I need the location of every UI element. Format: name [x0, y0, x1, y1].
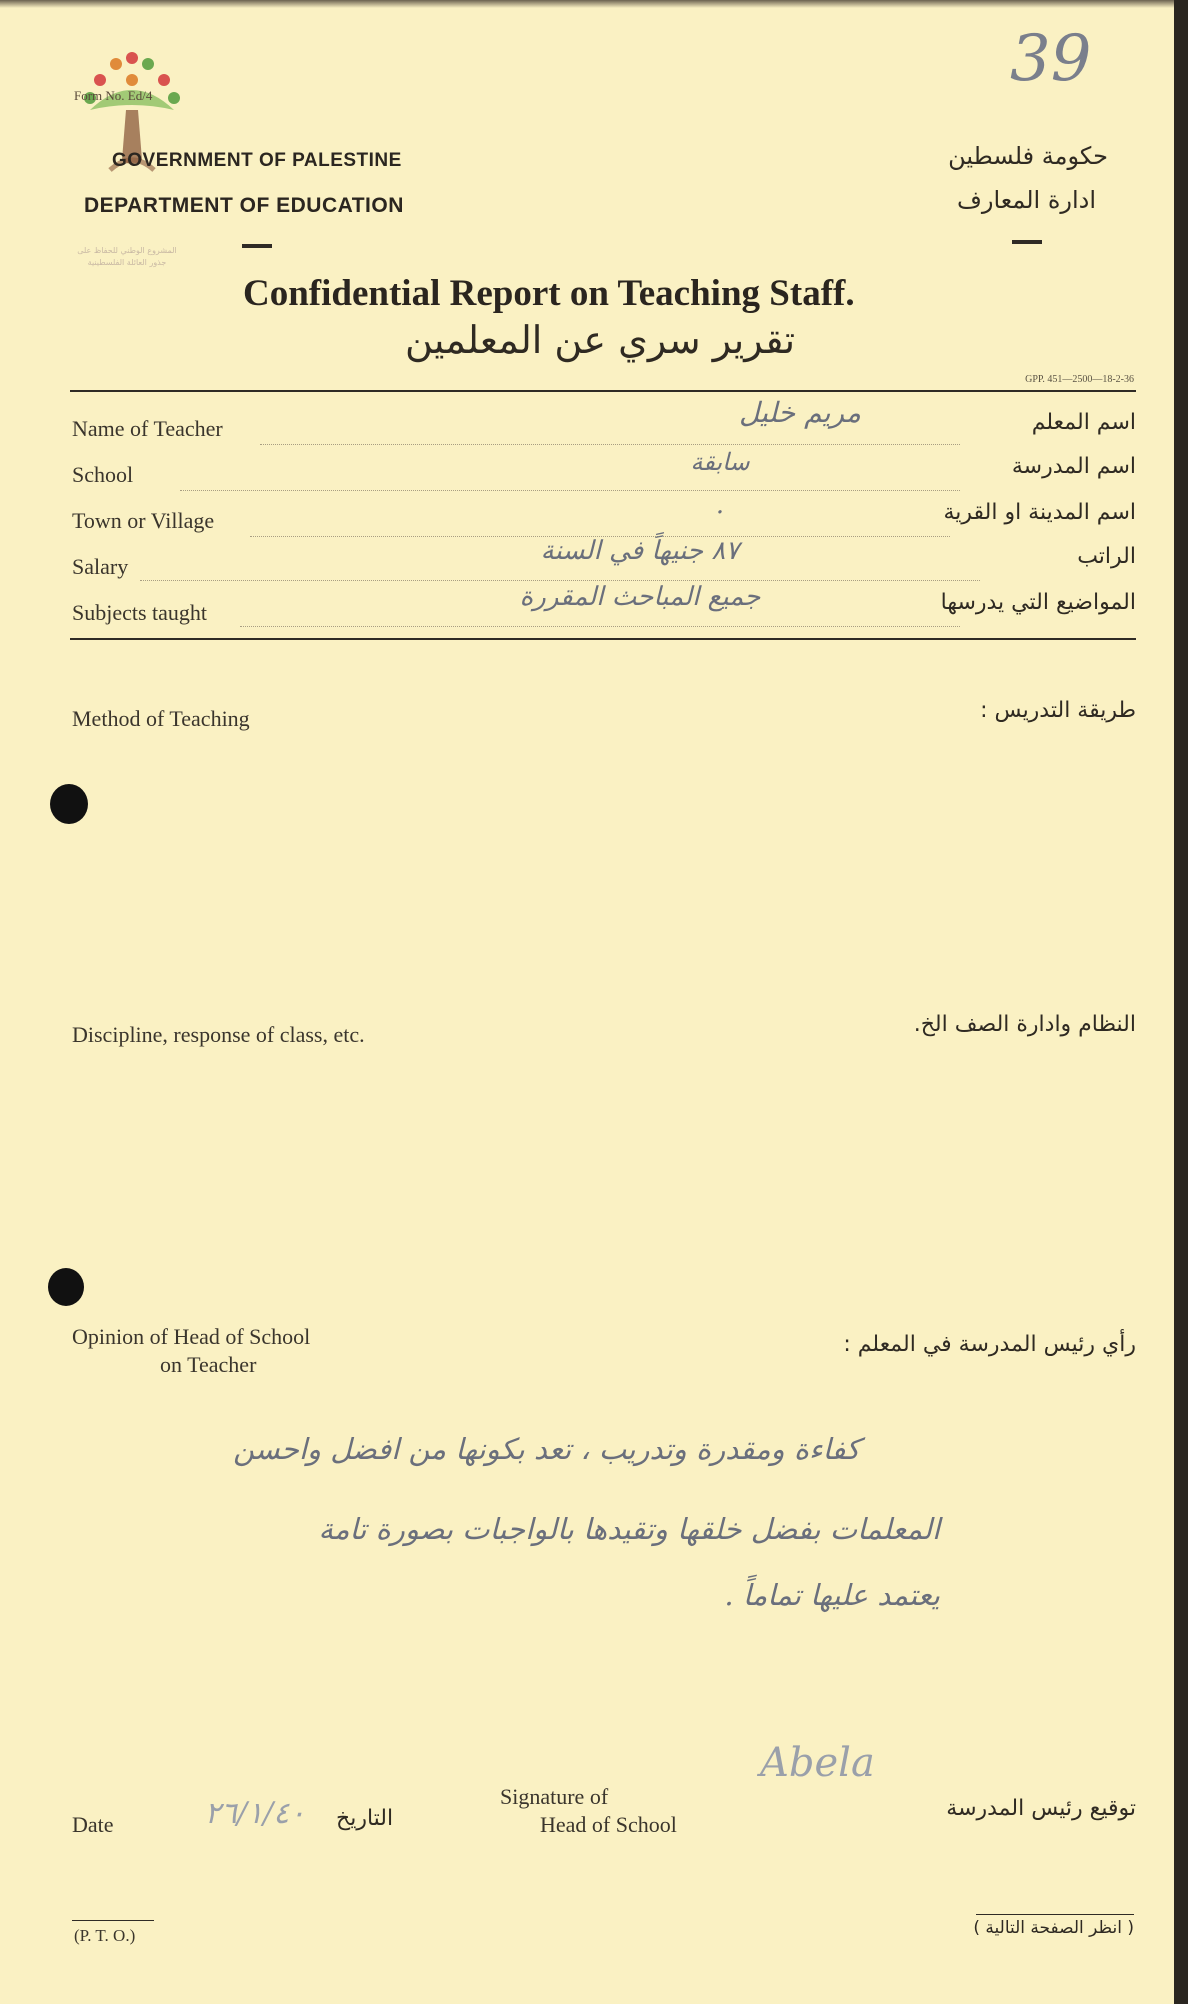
- department-heading-arabic: ادارة المعارف: [956, 186, 1096, 214]
- watermark-text-2: جذور العائلة الفلسطينية: [87, 258, 167, 267]
- field-label-arabic: الراتب: [1077, 544, 1136, 569]
- field-label: Name of Teacher: [72, 416, 223, 441]
- opinion-text-line: المعلمات بفضل خلقها وتقيدها بالواجبات بصورة تامة: [318, 1512, 940, 1546]
- field-label-arabic: اسم المدرسة: [1011, 454, 1136, 479]
- date-value: ٢٦/١/٤٠: [204, 1796, 306, 1831]
- method-label: Method of Teaching: [72, 706, 250, 731]
- signature-label: Signature of: [500, 1784, 609, 1809]
- punch-hole: [50, 784, 88, 824]
- field-value: ·: [715, 498, 725, 528]
- signature-label-arabic: توقيع رئيس المدرسة: [946, 1796, 1136, 1821]
- signature-label-2: Head of School: [540, 1812, 677, 1837]
- scan-edge-top: [0, 0, 1188, 8]
- header-dash-right: [1012, 240, 1042, 244]
- opinion-text-line: يعتمد عليها تماماً .: [724, 1578, 940, 1612]
- field-dotline: [180, 490, 960, 491]
- pto-label-arabic: ( انظر الصفحة التالية ): [973, 1918, 1134, 1938]
- report-title-arabic: تقرير سري عن المعلمين: [404, 318, 796, 362]
- rule-top: [70, 390, 1136, 392]
- pto-label: (P. T. O.): [74, 1926, 136, 1945]
- field-value: ٨٧ جنيهاً في السنة: [540, 536, 740, 566]
- discipline-label-arabic: النظام وادارة الصف الخ.: [913, 1012, 1136, 1037]
- field-dotline: [240, 626, 960, 627]
- watermark-text-1: المشروع الوطني للحفاظ على: [77, 246, 177, 255]
- field-value: مريم خليل: [738, 396, 861, 429]
- page-number: 39: [1010, 22, 1092, 96]
- field-label: Subjects taught: [72, 600, 208, 625]
- discipline-label: Discipline, response of class, etc.: [72, 1022, 365, 1047]
- rule-fields-bottom: [70, 638, 1136, 640]
- field-dotline: [260, 444, 960, 445]
- date-label: Date: [72, 1812, 114, 1837]
- footer-rule-left: [72, 1920, 154, 1921]
- field-label-arabic: اسم المدينة او القرية: [943, 500, 1136, 525]
- punch-hole: [48, 1268, 84, 1306]
- department-heading: DEPARTMENT OF EDUCATION: [84, 194, 404, 217]
- printer-code: GPP. 451—2500—18-2-36: [1025, 374, 1134, 385]
- footer-rule-right: [976, 1914, 1134, 1915]
- field-label-arabic: اسم المعلم: [1031, 410, 1136, 435]
- opinion-label-arabic: رأي رئيس المدرسة في المعلم :: [843, 1332, 1136, 1357]
- field-value: سابقة: [690, 448, 750, 476]
- field-dotline: [140, 580, 980, 581]
- opinion-text-line: كفاءة ومقدرة وتدريب ، تعد بكونها من افضل واحسن: [233, 1432, 860, 1466]
- form-number: Form No. Ed/4: [74, 88, 153, 103]
- header-dash-left: [242, 244, 272, 248]
- government-heading-arabic: حكومة فلسطين: [948, 142, 1108, 170]
- report-title: Confidential Report on Teaching Staff.: [243, 273, 855, 314]
- field-label: Salary: [72, 554, 129, 579]
- opinion-label: Opinion of Head of School: [72, 1324, 311, 1349]
- field-label: Town or Village: [72, 508, 215, 533]
- opinion-label-2: on Teacher: [160, 1352, 257, 1377]
- signature-value: Abela: [760, 1740, 875, 1786]
- field-value: جميع المباحث المقررة: [519, 582, 761, 612]
- scan-edge-right: [1174, 0, 1188, 2004]
- method-label-arabic: طريقة التدريس :: [980, 698, 1136, 723]
- field-label-arabic: المواضيع التي يدرسها: [940, 590, 1136, 615]
- date-label-arabic: التاريخ: [336, 1806, 394, 1831]
- government-heading: GOVERNMENT OF PALESTINE: [112, 150, 402, 171]
- field-label: School: [72, 462, 134, 487]
